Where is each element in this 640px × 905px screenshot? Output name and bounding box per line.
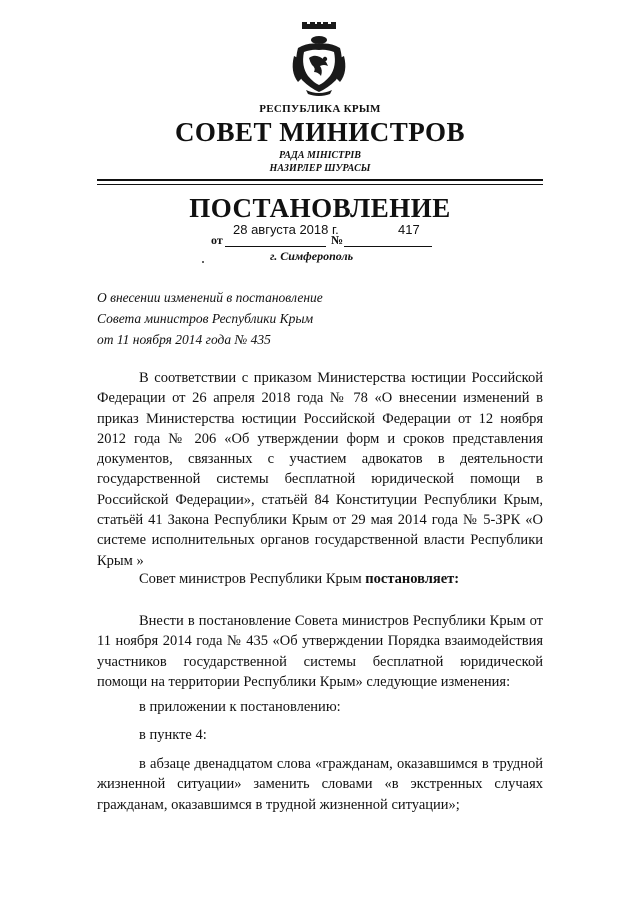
number-line: [344, 246, 432, 247]
date-label: от: [211, 233, 223, 247]
item-paragraph-appendix: в приложении к постановлению:: [139, 699, 341, 715]
council-title: СОВЕТ МИНИСТРОВ: [174, 117, 466, 147]
council-title-crimean-tatar: НАЗИРЛЕР ШУРАСЫ: [269, 163, 371, 174]
preamble-paragraph: В соответствии с приказом Министерства юстиции Российской Федерации от 26 апреля 2018 года № 78 «О внесении изменений в приказ Министерства юстиции Российской Федерации от 12 ноября 2012 года № 206 «Об утверждении форм и сроков представления документов, связанных с участием адвокатов в деятельности государственной системы бесплатной юридической помощи в Российской Федерации», статьёй 84 Конституции Республики Крым, статьёй 41 Закона Республики Крым от 29 мая 2014 года № 5-ЗРК «О системе исполнительных органов государственной власти Республики Крым »: [97, 370, 543, 569]
handwritten-date: 28 августа 2018 г.: [233, 222, 339, 237]
city-label: г. Симферополь: [270, 249, 354, 263]
header-rule-thick: [97, 179, 543, 181]
republic-name: РЕСПУБЛИКА КРЫМ: [259, 103, 381, 115]
coat-of-arms-icon: [290, 22, 348, 96]
resolves-line: [139, 571, 459, 588]
resolves-keyword: постановляет:: [365, 571, 460, 587]
resolves-prefix: Совет министров Республики Крым: [139, 571, 366, 587]
item-paragraph-amend: Внести в постановление Совета министров Республики Крым от 11 ноября 2014 года № 435 «Об утверждении Порядка взаимодействия участников государственной системы бесплатной юридической помощи на территории Республики Крым» следующие изменения:: [97, 613, 543, 690]
item-paragraph-clause: в пункте 4:: [139, 727, 207, 743]
item-paragraph-replace: в абзаце двенадцатом слова «гражданам, оказавшимся в трудной жизненной ситуации» заменить словами «в экстренных случаях гражданам, оказавшимся в трудной жизненной ситуации»;: [97, 756, 543, 813]
subject-line-1: О внесении изменений в постановление: [97, 290, 323, 305]
stray-dot: [202, 261, 204, 263]
council-title-ukrainian: РАДА МІНІСТРІВ: [279, 150, 361, 161]
subject-line-3: от 11 ноября 2014 года № 435: [97, 332, 271, 347]
number-label: №: [331, 233, 344, 247]
document-type-title: ПОСТАНОВЛЕНИЕ: [189, 193, 451, 223]
date-line: [225, 246, 326, 247]
handwritten-number: 417: [398, 222, 420, 237]
subject-line-2: Совета министров Республики Крым: [97, 311, 314, 326]
header-rule-thin: [97, 184, 543, 185]
